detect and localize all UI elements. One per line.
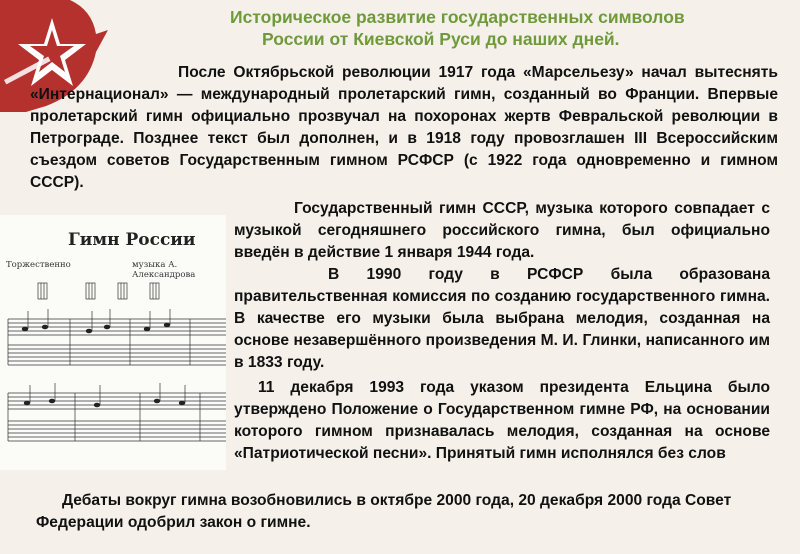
sheet-music-composer: музыка А. Александрова [132, 260, 196, 280]
paragraph-1990-commission: В 1990 году в РСФСР была образована правительственная комиссия по созданию государственного гимна. В качестве его музыки была выбрана мелодия, созданная на основе незавершённого произведения М. И. Глинки, написанного им в 1833 году. [234, 266, 770, 371]
paragraph-internationale: После Октябрьской революции 1917 года «Марсельезу» начал вытеснять «Интернационал» — международный пролетарский гимн, созданный во Франции. Впервые пролетарский гимн официально прозвучал на похоронах жертв Февральской революции в Петрограде. Позднее текст был дополнен, и в 1918 году провозглашен III Всероссийским съездом советов Государственным гимном РСФСР (с 1922 года одновременно и гимном СССР). [30, 64, 778, 191]
chord-diagram-icon [38, 283, 159, 299]
music-staff-drawing [0, 215, 226, 470]
sheet-music-title: Гимн России [68, 230, 196, 250]
paragraph-1993-decree: 11 декабря 1993 года указом президента Ельцина было утверждено Положение о Государственном гимне РФ, на основании которого гимном признавалась мелодия, созданная на основе «Патриотической песни». Принятый гимн исполнялся без слов [234, 379, 770, 462]
page-title-line-1: Историческое развитие государственных символов [230, 7, 685, 27]
sheet-music-image [0, 215, 226, 470]
paragraph-2000-debates: Дебаты вокруг гимна возобновились в октябре 2000 года, 20 декабря 2000 года Совет Федерации одобрил закон о гимне. [36, 492, 732, 531]
sheet-music-tempo: Торжественно [6, 260, 71, 270]
paragraph-ussr-anthem: Государственный гимн СССР, музыка которого совпадает с музыкой сегодняшнего российского гимна, был официально введён в действие 1 января 1944 года. [234, 200, 770, 261]
page-title-line-2: России от Киевской Руси до наших дней. [262, 29, 620, 49]
page-title [210, 6, 730, 50]
